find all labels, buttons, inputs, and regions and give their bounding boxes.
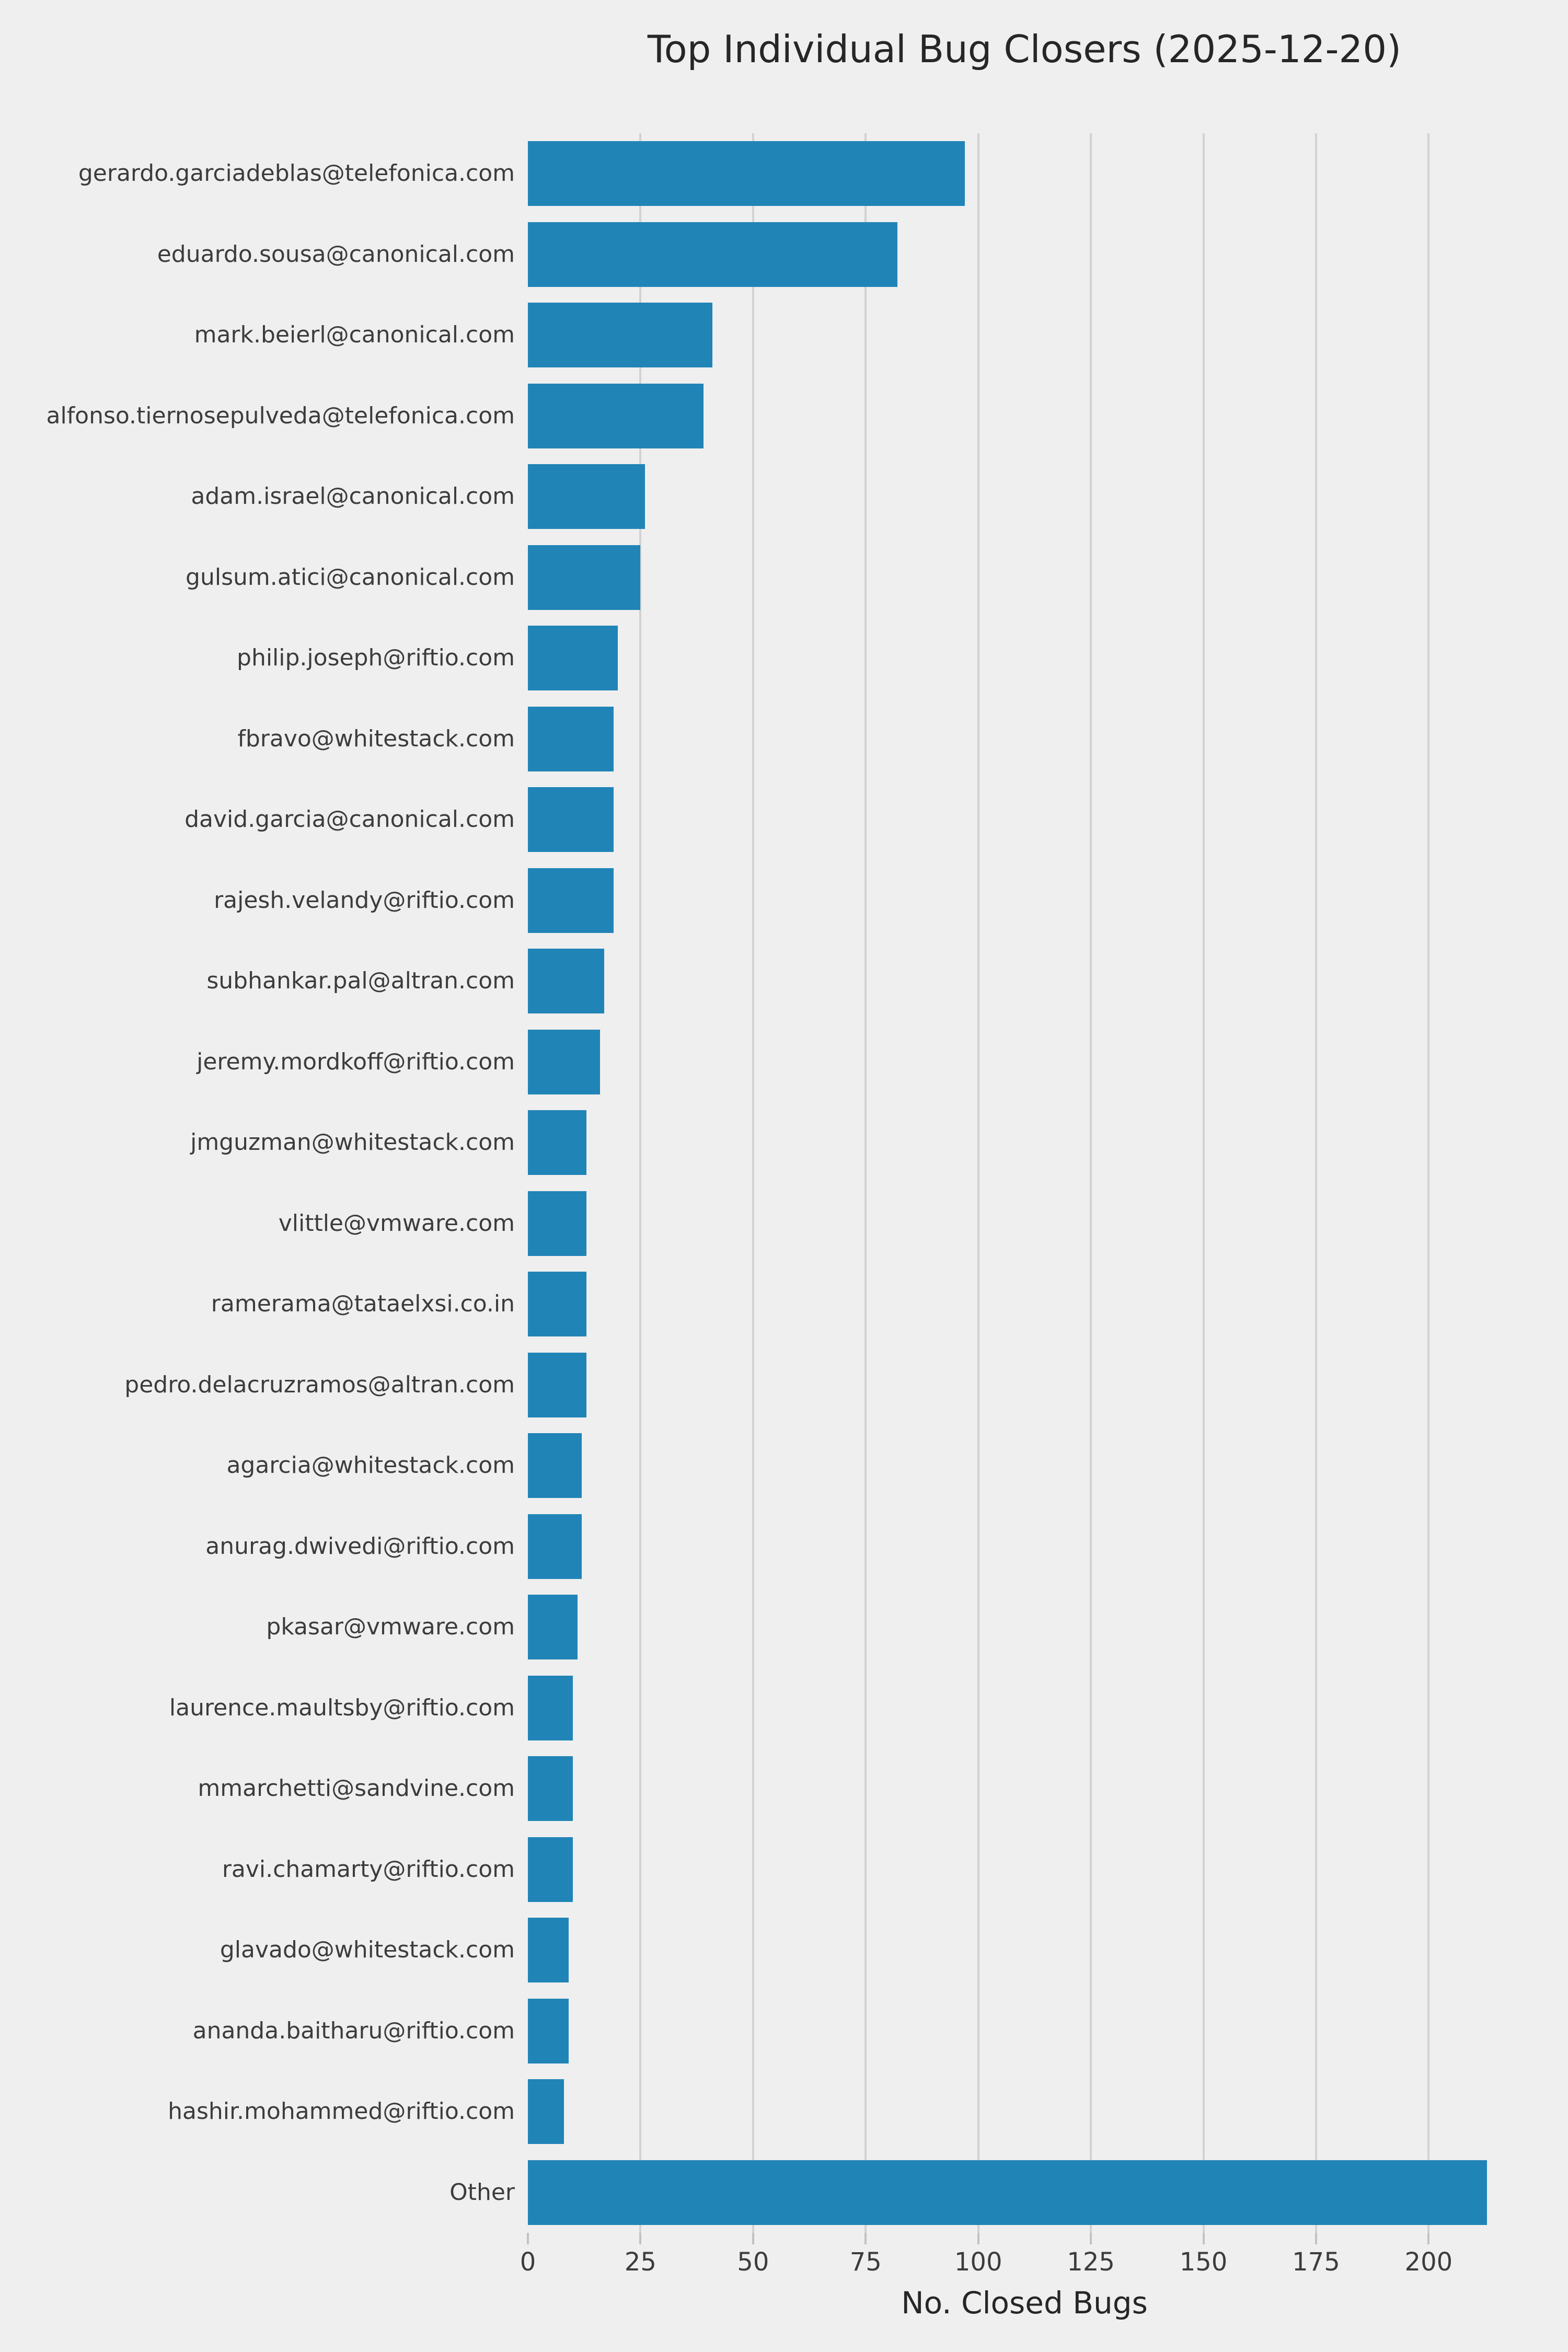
bar-row: [124, 1345, 1521, 1426]
y-axis-label: vlittle@vmware.com: [278, 1209, 515, 1237]
x-tick-175: [1315, 2233, 1317, 2244]
bar-row: [449, 2152, 1521, 2233]
bar: [528, 1191, 586, 1256]
bar: [528, 1433, 582, 1498]
bar-row: [46, 376, 1521, 457]
x-axis-label: No. Closed Bugs: [901, 2285, 1148, 2321]
bar-row: [78, 133, 1521, 214]
bar: [528, 1353, 586, 1417]
y-axis-label: pedro.delacruzramos@altran.com: [124, 1371, 515, 1398]
bar-row: [185, 779, 1521, 860]
bar-row: [190, 1102, 1521, 1183]
bar-row: [198, 1748, 1521, 1829]
x-tick-label-175: 175: [1292, 2247, 1340, 2277]
plot-area: [46, 133, 1521, 2233]
bar: [528, 949, 604, 1013]
y-axis-label: alfonso.tiernosepulveda@telefonica.com: [46, 402, 515, 429]
bar: [528, 868, 614, 933]
y-axis-label: rajesh.velandy@riftio.com: [214, 886, 515, 914]
y-axis-label: gulsum.atici@canonical.com: [186, 563, 515, 591]
x-tick-label-150: 150: [1179, 2247, 1228, 2277]
bar: [528, 1918, 569, 1982]
bar-row: [197, 1022, 1521, 1103]
y-axis-label: hashir.mohammed@riftio.com: [168, 2098, 515, 2125]
x-tick-label-125: 125: [1067, 2247, 1115, 2277]
bar: [528, 707, 614, 771]
bar-row: [278, 1183, 1521, 1264]
bar: [528, 1272, 586, 1336]
y-axis-label: ravi.chamarty@riftio.com: [222, 1855, 515, 1883]
y-axis-label: glavado@whitestack.com: [220, 1936, 515, 1964]
y-axis-label: philip.joseph@riftio.com: [237, 644, 515, 672]
y-axis-label: anurag.dwivedi@riftio.com: [205, 1532, 515, 1560]
bar-row: [168, 2071, 1521, 2152]
y-axis-label: Other: [449, 2178, 515, 2206]
bar-row: [266, 1587, 1521, 1668]
bar: [528, 222, 897, 287]
bar: [528, 464, 645, 529]
bar: [528, 1999, 569, 2063]
y-axis-label: mark.beierl@canonical.com: [194, 321, 515, 349]
bar: [528, 626, 618, 690]
bar: [528, 2160, 1487, 2225]
x-tick-25: [639, 2233, 641, 2244]
bar-row: [205, 1506, 1521, 1587]
x-tick-label-25: 25: [624, 2247, 656, 2277]
y-axis-label: jeremy.mordkoff@riftio.com: [197, 1048, 515, 1075]
x-tick-125: [1090, 2233, 1092, 2244]
bar-row: [192, 1991, 1521, 2072]
x-tick-100: [977, 2233, 979, 2244]
bar: [528, 787, 614, 852]
x-tick-label-75: 75: [849, 2247, 882, 2277]
x-tick-label-200: 200: [1404, 2247, 1453, 2277]
bar: [528, 1595, 578, 1659]
bar: [528, 1837, 573, 1902]
x-tick-label-0: 0: [520, 2247, 536, 2277]
y-axis-label: laurence.maultsby@riftio.com: [169, 1694, 515, 1721]
x-tick-75: [864, 2233, 867, 2244]
y-axis-label: gerardo.garciadeblas@telefonica.com: [78, 160, 515, 187]
bar-row: [222, 1829, 1521, 1910]
x-tick-label-50: 50: [737, 2247, 769, 2277]
bar-row: [214, 860, 1521, 941]
x-tick-200: [1427, 2233, 1429, 2244]
x-tick-150: [1203, 2233, 1205, 2244]
bar-row: [194, 295, 1521, 376]
bar: [528, 384, 704, 448]
y-axis-label: agarcia@whitestack.com: [226, 1452, 515, 1479]
y-axis-label: david.garcia@canonical.com: [185, 806, 515, 833]
bar: [528, 1756, 573, 1821]
bar: [528, 1030, 600, 1094]
bar-row: [237, 618, 1521, 699]
bar-row: [211, 1264, 1521, 1345]
bar: [528, 303, 712, 367]
bar-row: [206, 941, 1521, 1022]
bar-row: [169, 1668, 1521, 1749]
bar-row: [220, 1910, 1521, 1991]
y-axis-label: eduardo.sousa@canonical.com: [157, 240, 515, 268]
bar: [528, 545, 640, 610]
bar-row: [237, 699, 1521, 780]
x-tick-0: [527, 2233, 529, 2244]
bar-row: [191, 456, 1521, 537]
bar-row: [157, 214, 1521, 295]
bar: [528, 2079, 564, 2144]
bar: [528, 1110, 586, 1175]
bar: [528, 1514, 582, 1579]
x-tick-label-100: 100: [954, 2247, 1002, 2277]
y-axis-label: fbravo@whitestack.com: [237, 725, 515, 752]
y-axis-label: adam.israel@canonical.com: [191, 483, 515, 510]
y-axis-label: jmguzman@whitestack.com: [190, 1129, 515, 1156]
bar-row: [186, 537, 1521, 618]
bar: [528, 141, 965, 206]
chart-title: Top Individual Bug Closers (2025-12-20): [647, 27, 1402, 71]
y-axis-label: mmarchetti@sandvine.com: [198, 1775, 515, 1802]
y-axis-label: ramerama@tataelxsi.co.in: [211, 1290, 515, 1318]
bar: [528, 1676, 573, 1740]
x-tick-50: [752, 2233, 754, 2244]
y-axis-label: pkasar@vmware.com: [266, 1613, 515, 1641]
y-axis-label: ananda.baitharu@riftio.com: [192, 2017, 515, 2044]
y-axis-label: subhankar.pal@altran.com: [206, 967, 515, 995]
bar-row: [226, 1425, 1521, 1506]
